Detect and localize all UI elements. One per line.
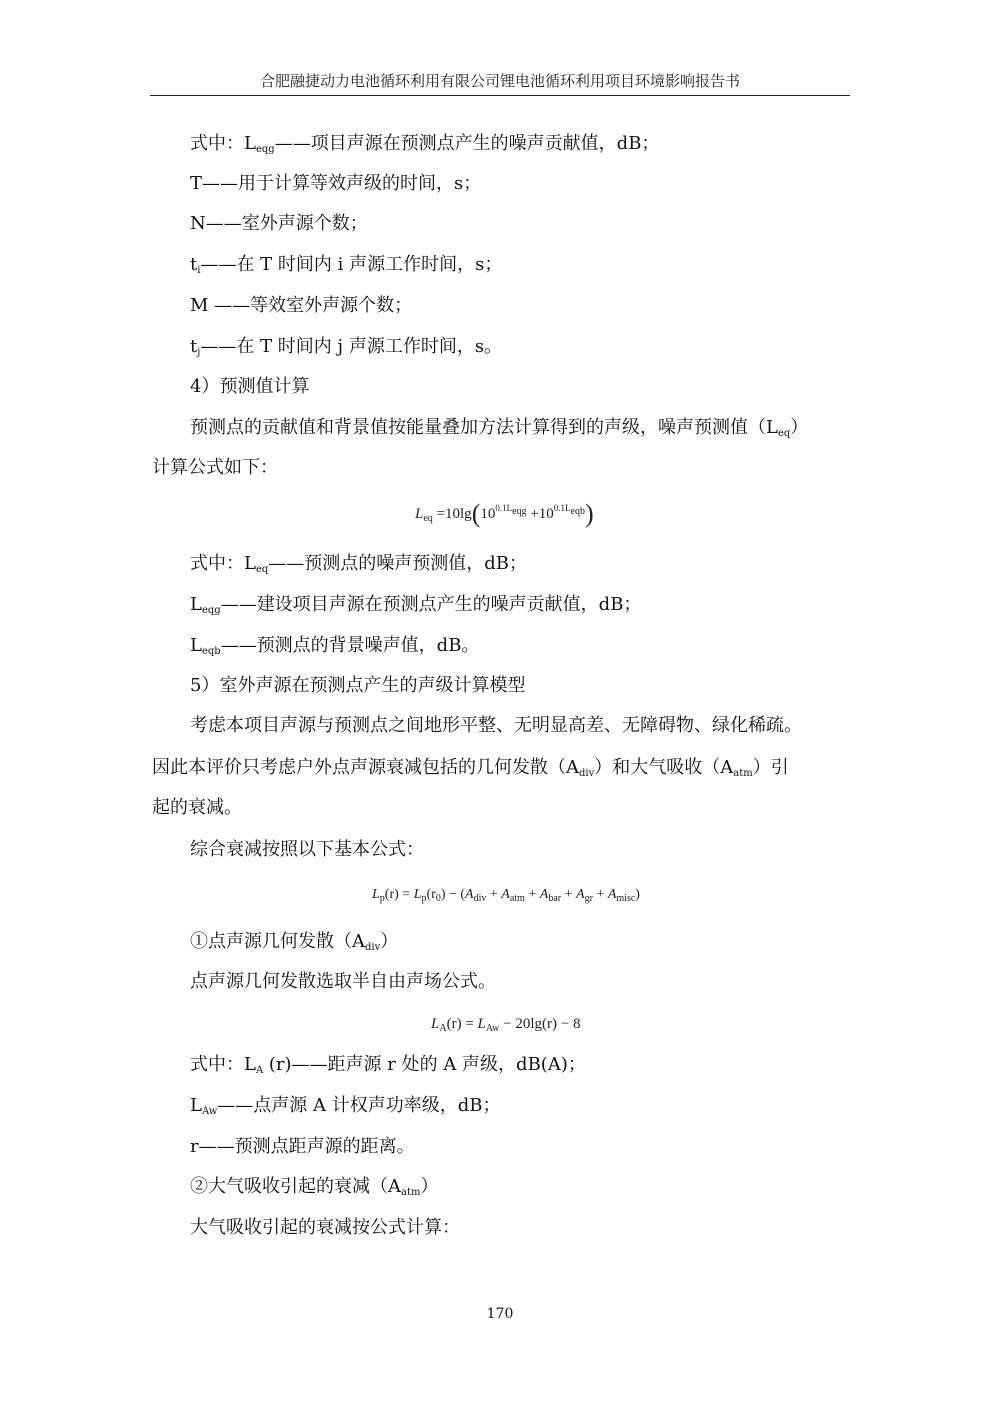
section-4-para: 预测点的贡献值和背景值按能量叠加方法计算得到的声级，噪声预测值$(L_{eq})$ [190,417,809,439]
section-5-para-2: 因此本评价只考虑户外点声源衰减包括的几何发散$(A_{div})$和大气吸收$(A_{atm})$引 [152,757,789,779]
section-5-para-4: 综合衰减按照以下基本公式： [190,839,424,860]
equation-attenuation: $L_p(r) = L_p(r_0) - (A_{div} + A_{atm} + A_{bar} + A_{gr} + A_{misc})$ [372,887,640,904]
def-law: $L_{Aw}——$点声源 A 计权声功率级，dB； [190,1095,501,1117]
subsection-1-desc: 点声源几何发散选取半自由声场公式。 [190,971,496,992]
equation-point-source: $L_A(r) = L_{Aw} - 20\lg(r) - 8$ [431,1016,581,1034]
def-m: M ——等效室外声源个数； [190,295,413,316]
def-r: r——预测点距声源的距离。 [190,1136,415,1157]
def-t: T——用于计算等效声级的时间，s； [190,173,482,194]
def-ti: $t_i——$在 T 时间内 i 声源工作时间，s； [190,254,503,276]
def-tj: $t_j——$在 T 时间内 j 声源工作时间，s。 [190,336,503,358]
section-4-para-cont: 计算公式如下： [152,457,278,478]
page-number: 170 [486,1306,514,1322]
section-4-title: 4）预测值计算 [190,376,310,397]
def-n: N——室外声源个数； [190,213,368,234]
def-leqg: 式中：$L_{eqg}——$项目声源在预测点产生的噪声贡献值，dB； [190,133,660,155]
section-5-para-1: 考虑本项目声源与预测点之间地形平整、无明显高差、无障碍物、绿化稀疏。 [190,715,802,736]
section-5-title: 5）室外声源在预测点产生的声级计算模型 [190,675,526,696]
page-header: 合肥融捷动力电池循环利用有限公司锂电池循环利用项目环境影响报告书 [259,72,740,90]
header-rule [150,95,850,96]
subsection-2-desc: 大气吸收引起的衰减按公式计算： [190,1217,460,1238]
subsection-2-title: ②大气吸收引起的衰减$(A_{atm})$ [190,1176,439,1198]
def-leqb: $L_{eqb}——$预测点的背景噪声值，dB。 [190,635,480,657]
section-5-para-3: 起的衰减。 [152,797,242,818]
equation-leq: $L_{eq} =10\lg(10^{0.1L_{eqg}} +10^{0.1L_{eqb}})$ [415,499,594,528]
subsection-1-title: ①点声源几何发散$(A_{div})$ [190,931,399,953]
def-leq: 式中：$L_{eq}——$预测点的噪声预测值，dB； [190,553,528,575]
def-leqg-2: $L_{eqg}——$建设项目声源在预测点产生的噪声贡献值，dB； [190,594,642,616]
def-la: 式中：$L_A$ (r)——距声源 r 处的 A 声级，dB(A)； [190,1054,586,1076]
